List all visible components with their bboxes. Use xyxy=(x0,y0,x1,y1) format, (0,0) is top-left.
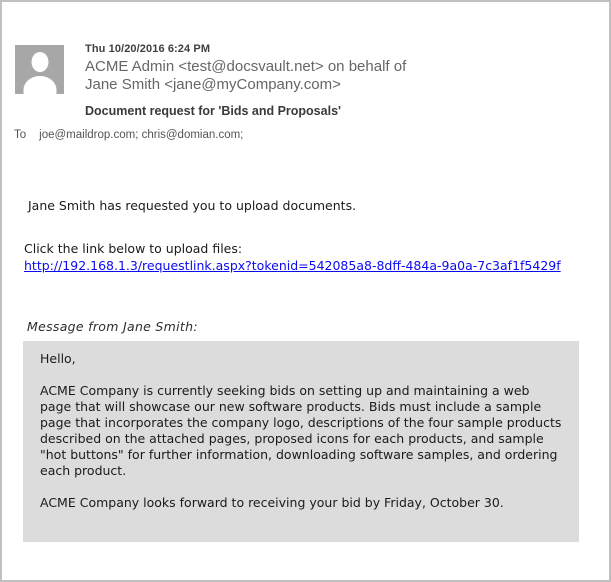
email-to-row xyxy=(14,129,243,141)
sender-avatar-placeholder-icon xyxy=(15,45,64,94)
email-subject: Document request for 'Bids and Proposals' xyxy=(85,104,341,118)
person-silhouette-head-icon xyxy=(31,52,48,72)
message-greeting: Hello, xyxy=(40,351,76,366)
recipient-addresses[interactable]: joe@maildrop.com; chris@domian.com; xyxy=(39,129,244,141)
email-header xyxy=(85,43,406,118)
email-timestamp: Thu 10/20/2016 6:24 PM xyxy=(85,43,211,55)
sender-message-box xyxy=(23,341,579,542)
to-label: To xyxy=(14,129,27,141)
message-paragraph-1: ACME Company is currently seeking bids on setting up and maintaining a web page that will showcase our new software products. Bids must include a sample page that incorporates the company logo, descriptions of the four sample products described on the attached pages, proposed icons for each products, and sample "hot buttons" for further information, downloading software samples, and ordering each product. xyxy=(40,383,562,478)
person-silhouette-shoulders-icon xyxy=(23,76,56,94)
message-paragraph-2: ACME Company looks forward to receiving your bid by Friday, October 30. xyxy=(40,495,504,510)
email-from-line-2: Jane Smith <jane@myCompany.com> xyxy=(85,76,341,93)
upload-link-section xyxy=(24,241,581,274)
message-from-heading: Message from Jane Smith: xyxy=(27,319,198,334)
upload-request-link[interactable]: http://192.168.1.3/requestlink.aspx?tokenid=542085a8-8dff-484a-9a0a-7c3af1f5429f xyxy=(24,258,561,273)
email-from-line-1: ACME Admin <test@docsvault.net> on behalf of xyxy=(85,58,407,75)
link-instruction-text: Click the link below to upload files: xyxy=(24,241,243,256)
request-intro-text: Jane Smith has requested you to upload documents. xyxy=(28,198,357,213)
